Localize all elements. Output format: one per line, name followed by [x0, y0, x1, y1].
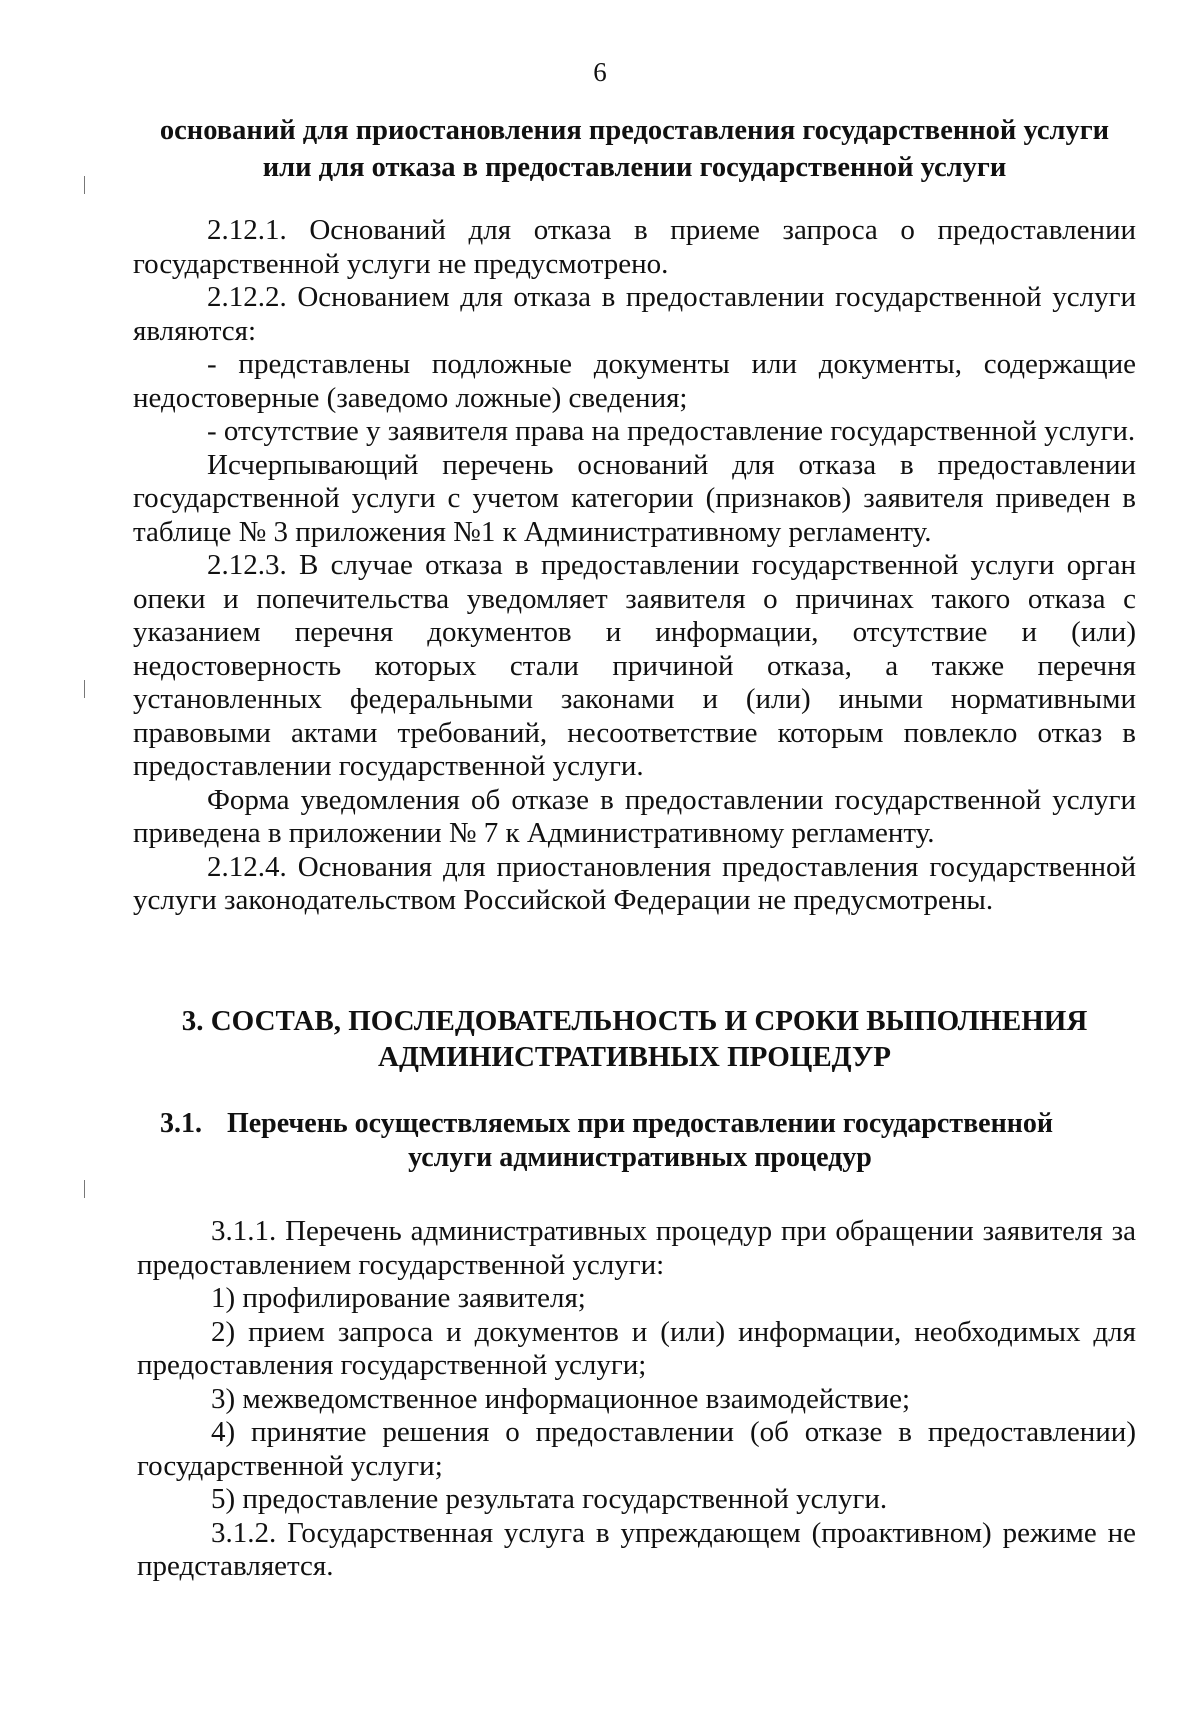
- list-item-2: 2) прием запроса и документов и (или) информации, необходимых для предоставления государственной услуги;: [137, 1315, 1136, 1381]
- subsection-3-1-title: [160, 1107, 1120, 1175]
- scan-mark: [84, 1180, 85, 1198]
- list-item-no-right: - отсутствие у заявителя права на предоставление государственной услуги.: [207, 415, 1136, 447]
- paragraph-2-12-2: 2.12.2. Основанием для отказа в предоставлении государственной услуги являются:: [133, 281, 1136, 347]
- page-number: 6: [593, 57, 607, 87]
- paragraph-2-12-4: 2.12.4. Основания для приостановления предоставления государственной услуги законодательством Российской Федерации не предусмотрены.: [133, 850, 1136, 916]
- section-title-line: 3. СОСТАВ, ПОСЛЕДОВАТЕЛЬНОСТЬ И СРОКИ ВЫПОЛНЕНИЯ: [181, 1005, 1088, 1037]
- paragraph-2-12-1: 2.12.1. Оснований для отказа в приеме запроса о предоставлении государственной услуги не предусмотрено.: [133, 214, 1136, 280]
- heading-line: или для отказа в предоставлении государственной услуги: [262, 152, 1007, 183]
- paragraph-2-12-3: 2.12.3. В случае отказа в предоставлении государственной услуги орган опеки и попечительства уведомляет заявителя о причинах такого отказа с указанием перечня документов и информации, отсутствие и (или) недостоверность которых стали причиной отказа, а также перечня установленных федеральными законами и (или) иными нормативными правовыми актами требований, несоответствие которым повлекло отказ в предоставлении государственной услуги.: [133, 549, 1136, 782]
- paragraph-exhaustive-list: Исчерпывающий перечень оснований для отказа в предоставлении государственной услуги с учетом категории (признаков) заявителя приведен в таблице № 3 приложения №1 к Административному регламенту.: [133, 448, 1136, 548]
- list-item-forged-documents: - представлены подложные документы или документы, содержащие недостоверные (заведомо ложные) сведения;: [133, 348, 1136, 414]
- list-item-1: 1) профилирование заявителя;: [211, 1282, 586, 1314]
- list-item-4: 4) принятие решения о предоставлении (об отказе в предоставлении) государственной услуги;: [137, 1416, 1136, 1482]
- heading-line: оснований для приостановления предоставления государственной услуги: [159, 115, 1110, 146]
- section-heading-continuation: [133, 112, 1136, 186]
- subsection-number: 3.1.: [160, 1108, 202, 1139]
- body-text-block-2: [137, 1215, 1136, 1584]
- body-text-block-1: [133, 214, 1136, 918]
- list-item-3: 3) межведомственное информационное взаимодействие;: [211, 1382, 911, 1415]
- subsection-title-line: Перечень осуществляемых при предоставлении государственной: [226, 1108, 1054, 1139]
- subsection-title-line: услуги административных процедур: [408, 1142, 872, 1173]
- paragraph-3-1-2: 3.1.2. Государственная услуга в упреждающем (проактивном) режиме не представляется.: [137, 1516, 1136, 1582]
- section-title-line: АДМИНИСТРАТИВНЫХ ПРОЦЕДУР: [378, 1041, 891, 1073]
- scan-mark: [84, 680, 85, 698]
- paragraph-3-1-1: 3.1.1. Перечень административных процедур при обращении заявителя за предоставлением государственной услуги:: [137, 1215, 1136, 1281]
- section-3-title: [133, 1003, 1136, 1075]
- scan-mark: [84, 176, 85, 194]
- paragraph-notice-form: Форма уведомления об отказе в предоставлении государственной услуги приведена в приложении № 7 к Административному регламенту.: [133, 783, 1136, 849]
- list-item-5: 5) предоставление результата государственной услуги.: [211, 1483, 888, 1515]
